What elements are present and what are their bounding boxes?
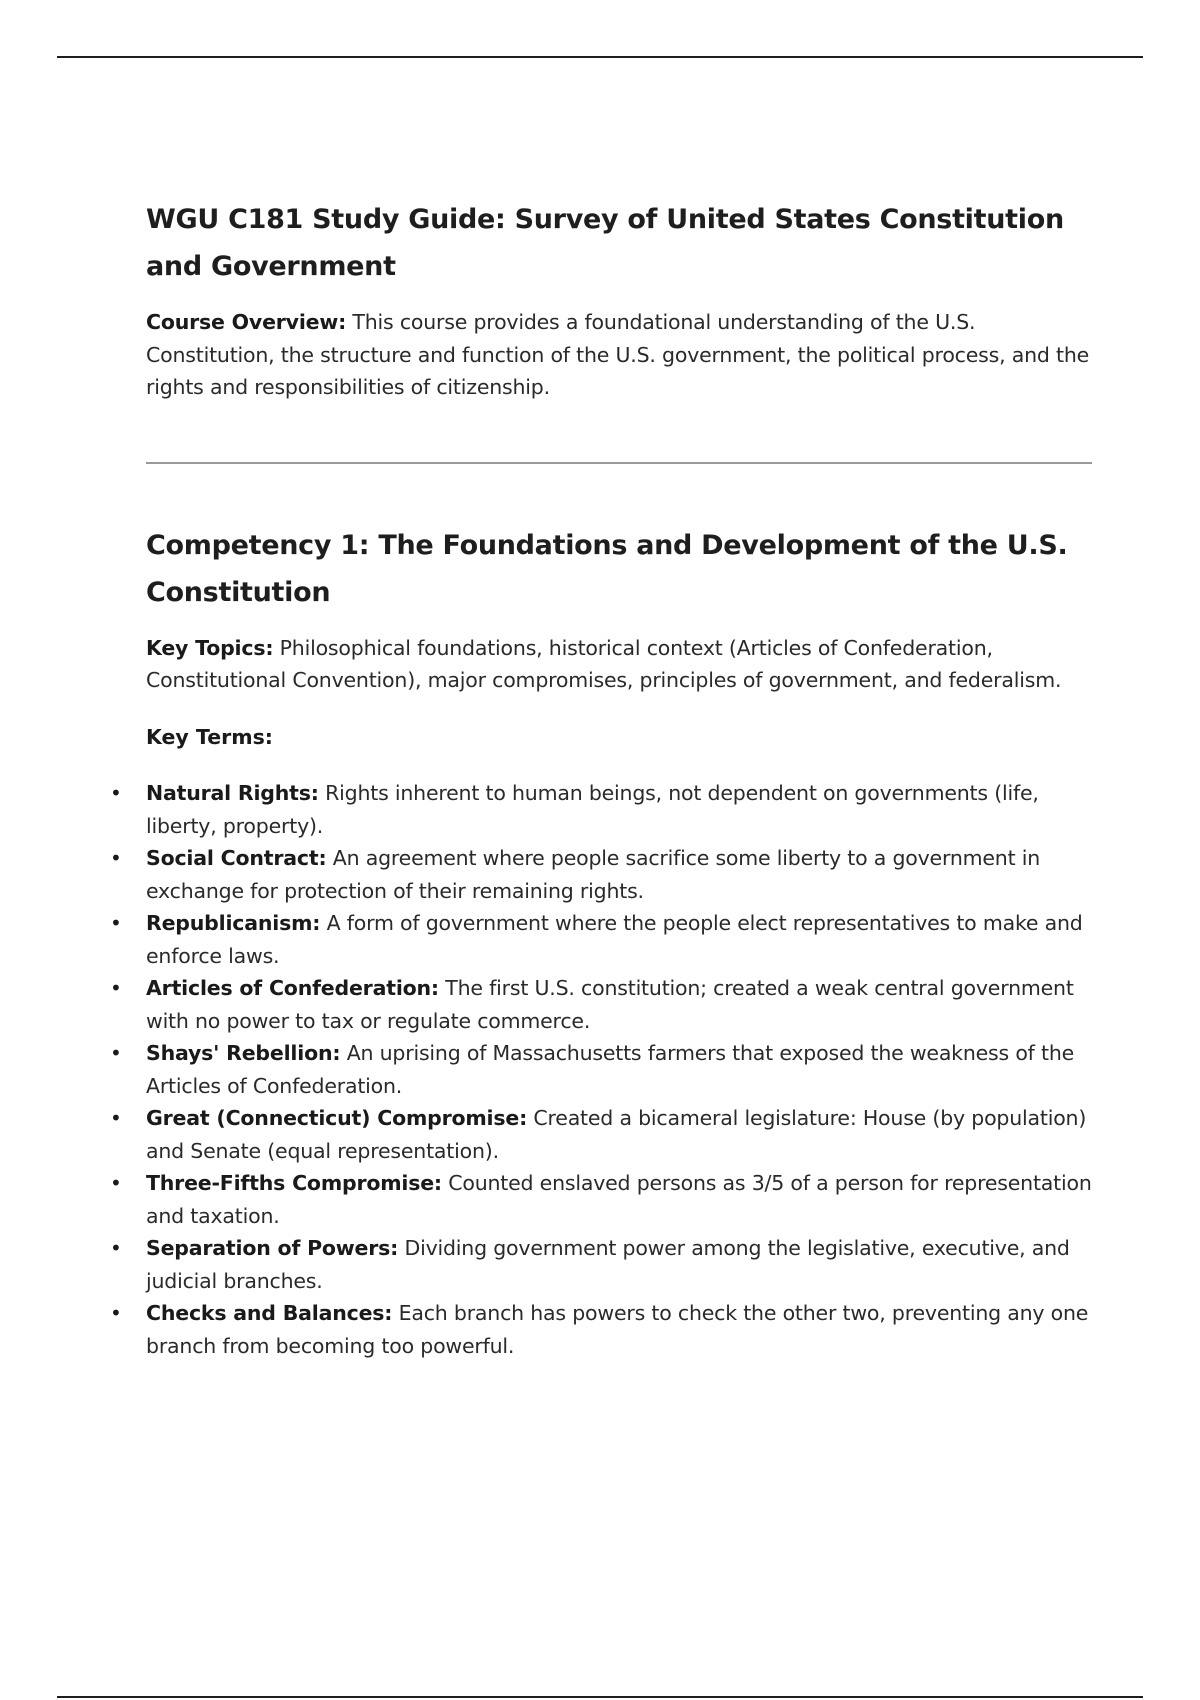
bullet-icon: • bbox=[110, 1041, 122, 1065]
term-definition: Each branch has powers to check the other two, preventing any one branch from becoming too powerful. bbox=[146, 1301, 1089, 1358]
term-label: Republicanism: bbox=[146, 911, 321, 935]
bullet-icon: • bbox=[110, 846, 122, 870]
term-definition: An uprising of Massachusetts farmers that exposed the weakness of the Articles of Confederation. bbox=[146, 1041, 1075, 1098]
term-label: Shays' Rebellion: bbox=[146, 1041, 341, 1065]
course-overview-text: This course provides a foundational understanding of the U.S. Constitution, the structure and function of the U.S. government, the political process, and the rights and responsibilities of citizenship. bbox=[146, 310, 1090, 399]
bullet-icon: • bbox=[110, 976, 122, 1000]
list-item bbox=[110, 1297, 1092, 1362]
term-definition: Counted enslaved persons as 3/5 of a person for representation and taxation. bbox=[146, 1171, 1092, 1228]
document-title: WGU C181 Study Guide: Survey of United States Constitution and Government bbox=[146, 204, 1064, 282]
competency-1-title: Competency 1: The Foundations and Development of the U.S. Constitution bbox=[146, 529, 1068, 608]
term-label: Checks and Balances: bbox=[146, 1301, 393, 1325]
list-item bbox=[110, 777, 1092, 842]
term-definition: Created a bicameral legislature: House (by population) and Senate (equal representation). bbox=[146, 1106, 1087, 1163]
term-definition: Rights inherent to human beings, not dependent on governments (life, liberty, property). bbox=[146, 781, 1039, 838]
section-divider bbox=[146, 462, 1092, 464]
list-item bbox=[110, 972, 1092, 1037]
bullet-icon: • bbox=[110, 781, 122, 805]
term-label: Great (Connecticut) Compromise: bbox=[146, 1106, 528, 1130]
term-definition: Dividing government power among the legislative, executive, and judicial branches. bbox=[146, 1236, 1070, 1293]
page-bottom-rule bbox=[57, 1696, 1143, 1698]
key-topics bbox=[146, 632, 1092, 697]
bullet-icon: • bbox=[110, 1171, 122, 1195]
term-definition: An agreement where people sacrifice some liberty to a government in exchange for protection of their remaining rights. bbox=[146, 846, 1041, 903]
list-item bbox=[110, 1167, 1092, 1232]
bullet-icon: • bbox=[110, 1301, 122, 1325]
key-topics-label: Key Topics: bbox=[146, 635, 274, 660]
bullet-icon: • bbox=[110, 1106, 122, 1130]
list-item bbox=[110, 1037, 1092, 1102]
bullet-icon: • bbox=[110, 1236, 122, 1260]
key-terms-label: Key Terms: bbox=[146, 724, 273, 749]
list-item bbox=[110, 1102, 1092, 1167]
key-topics-text: Philosophical foundations, historical context (Articles of Confederation, Constitutional Convention), major compromises, principles of government, and federalism. bbox=[146, 635, 1062, 692]
bullet-icon: • bbox=[110, 911, 122, 935]
term-definition: The first U.S. constitution; created a weak central government with no power to tax or regulate commerce. bbox=[146, 976, 1074, 1033]
term-label: Social Contract: bbox=[146, 846, 327, 870]
term-label: Natural Rights: bbox=[146, 781, 319, 805]
page-top-rule bbox=[57, 56, 1143, 58]
key-terms-list bbox=[110, 777, 1092, 1362]
list-item bbox=[110, 907, 1092, 972]
list-item bbox=[110, 842, 1092, 907]
term-label: Separation of Powers: bbox=[146, 1236, 399, 1260]
course-overview-label: Course Overview: bbox=[146, 310, 347, 334]
term-label: Articles of Confederation: bbox=[146, 976, 439, 1000]
list-item bbox=[110, 1232, 1092, 1297]
term-definition: A form of government where the people elect representatives to make and enforce laws. bbox=[146, 911, 1083, 968]
document-body bbox=[110, 196, 1092, 1362]
term-label: Three-Fifths Compromise: bbox=[146, 1171, 442, 1195]
course-overview bbox=[146, 306, 1092, 404]
